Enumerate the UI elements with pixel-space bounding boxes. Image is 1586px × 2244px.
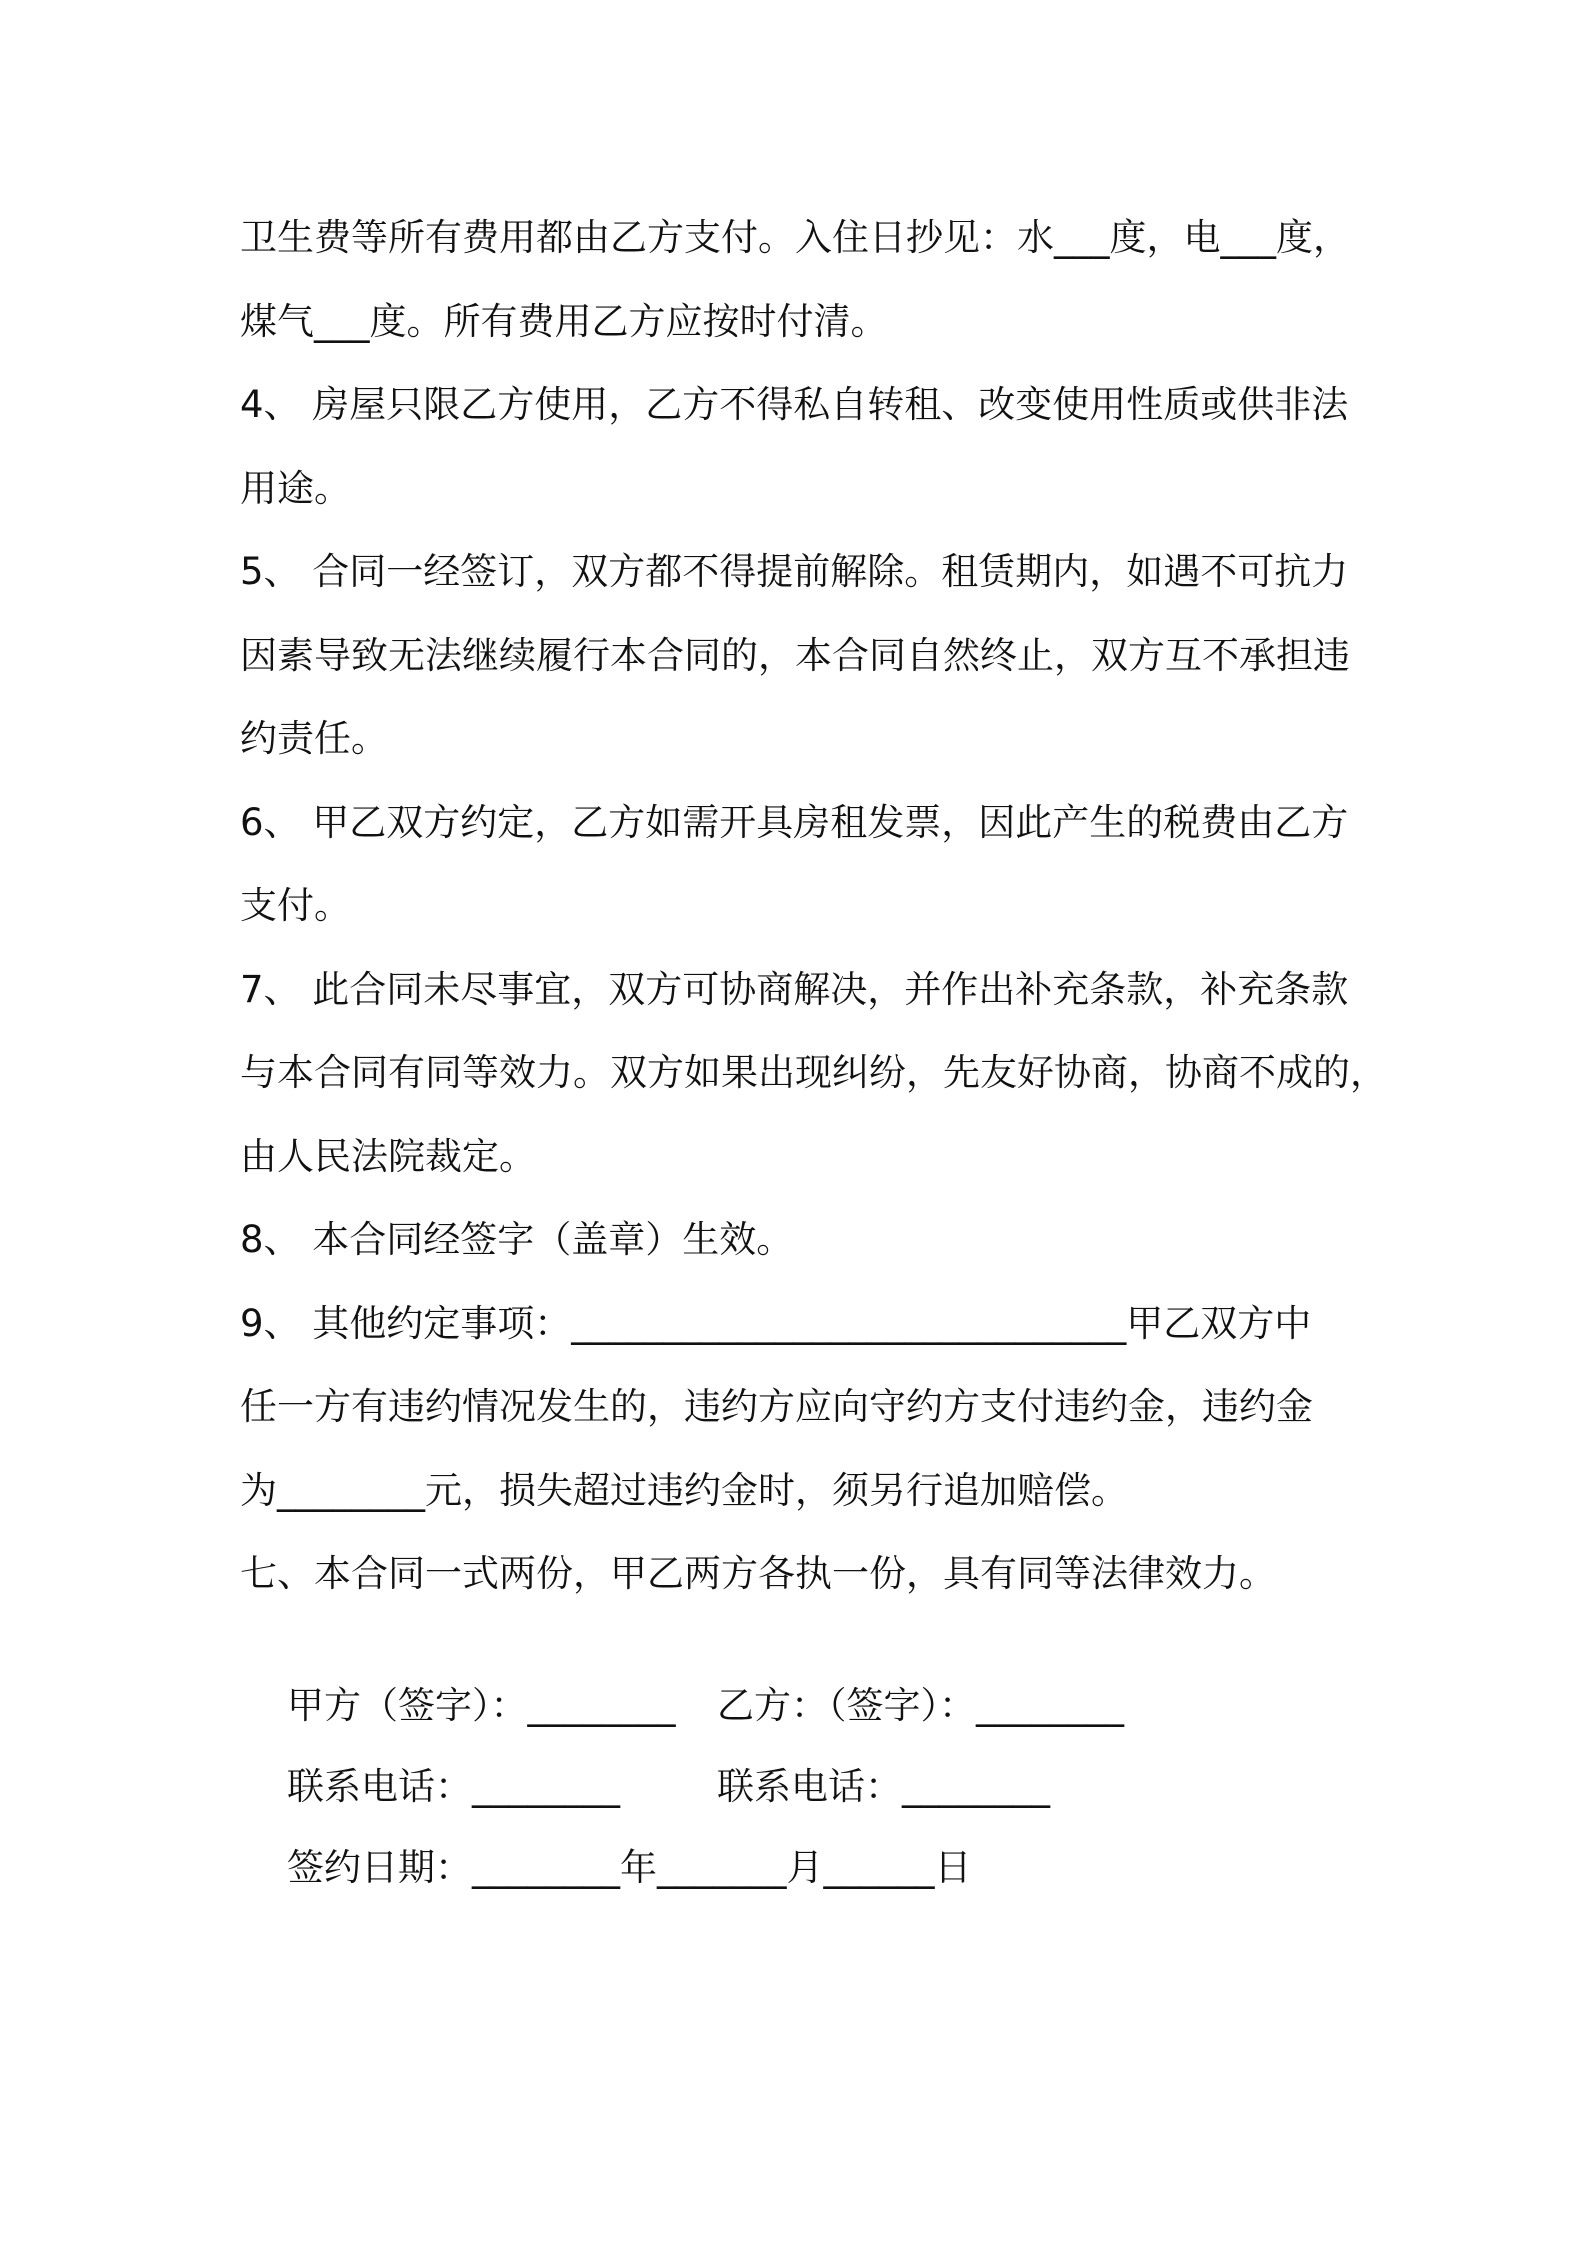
text-line: 煤气___度。所有费用乙方应按时付清。 — [240, 299, 888, 343]
text-line: 为________元，损失超过违约金时，须另行追加赔偿。 — [240, 1468, 1128, 1512]
text-line: 任一方有违约情况发生的，违约方应向守约方支付违约金，违约金 — [240, 1385, 1313, 1428]
section-7: 七、本合同一式两份，甲乙两方各执一份，具有同等法律效力。 — [240, 1552, 1276, 1595]
text-line: 与本合同有同等效力。双方如果出现纠纷，先友好协商，协商不成的， — [240, 1051, 1387, 1094]
date-row — [240, 1793, 972, 1943]
text-line: 约责任。 — [240, 717, 388, 760]
signing-date: 签约日期：________年_______月______日 — [287, 1846, 972, 1889]
clause-4: 4、 房屋只限乙方使用，乙方不得私自转租、改变使用性质或供非法 — [240, 383, 1349, 426]
text-line: 因素导致无法继续履行本合同的，本合同自然终止，双方互不承担违 — [240, 633, 1350, 677]
party-a-phone: 联系电话：________ — [287, 1765, 621, 1808]
clause-8: 8、 本合同经签字（盖章）生效。 — [240, 1218, 794, 1261]
contract-body — [240, 196, 1387, 1616]
text-line: 由人民法院裁定。 — [240, 1134, 536, 1178]
clause-9: 9、 其他约定事项：______________________________甲乙双方中 — [240, 1301, 1312, 1345]
party-a-signature: 甲方（签字）：________ — [287, 1684, 676, 1727]
party-b-signature: 乙方：（签字）：________ — [717, 1684, 1125, 1727]
text-line: 卫生费等所有费用都由乙方支付。入住日抄见：水___度，电___度， — [240, 216, 1350, 259]
text-line: 支付。 — [240, 884, 351, 927]
clause-7: 7、 此合同未尽事宜，双方可协商解决，并作出补充条款，补充条款 — [240, 967, 1349, 1011]
party-b-phone: 联系电话：________ — [717, 1765, 1051, 1808]
text-line: 用途。 — [240, 466, 351, 510]
clause-6: 6、 甲乙双方约定，乙方如需开具房租发票，因此产生的税费由乙方 — [240, 800, 1349, 844]
clause-5: 5、 合同一经签订，双方都不得提前解除。租赁期内，如遇不可抗力 — [240, 550, 1349, 593]
